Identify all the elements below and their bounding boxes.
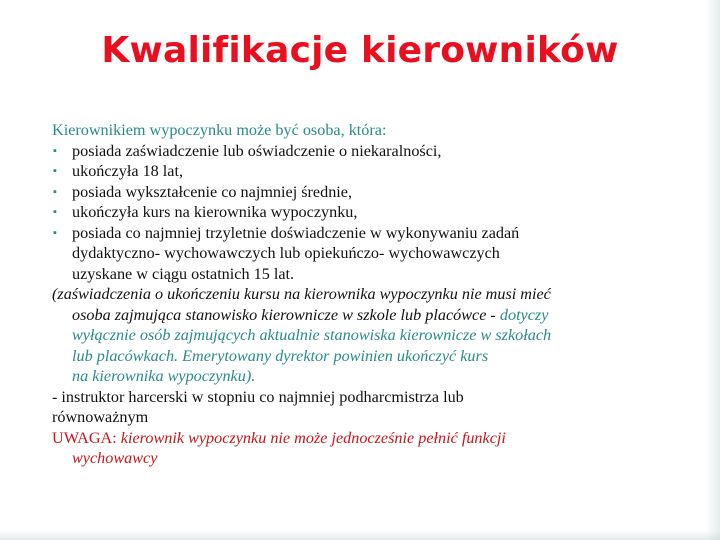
instructor-line: równoważnym bbox=[52, 408, 149, 426]
bullet-icon: ▪ bbox=[53, 144, 57, 157]
list-item bbox=[52, 202, 682, 223]
note-line: (zaświadczenia o ukończeniu kursu na kierownika wypoczynku nie musi mieć bbox=[52, 285, 551, 303]
note-line: na kierownika wypoczynku). bbox=[72, 367, 256, 385]
bullet-icon: ▪ bbox=[53, 206, 57, 218]
list-item-text: ukończyła 18 lat, bbox=[72, 162, 184, 180]
bullet-icon: ▪ bbox=[53, 226, 57, 239]
slide-shadow-right bbox=[706, 0, 720, 540]
list-item bbox=[52, 141, 682, 162]
bullet-icon: ▪ bbox=[53, 165, 57, 177]
note-line: lub placówkach. Emerytowany dyrektor powinien ukończyć kurs bbox=[72, 346, 489, 365]
uwaga-line bbox=[52, 428, 682, 449]
slide-title: Kwalifikacje kierowników bbox=[101, 30, 619, 71]
uwaga-line: wychowawcy bbox=[72, 449, 158, 467]
list-item-continuation: dydaktyczno- wychowawczych lub opiekuńczo- wychowawczych bbox=[72, 244, 500, 262]
list-item bbox=[52, 161, 682, 182]
list-item bbox=[52, 182, 682, 203]
note-highlight: dotyczy bbox=[499, 305, 549, 324]
bullet-icon: ▪ bbox=[53, 185, 57, 198]
list-item bbox=[52, 223, 682, 244]
note-text: osoba zajmująca stanowisko kierownicze w szkole lub placówce - bbox=[72, 305, 500, 324]
list-item-text: posiada zaświadczenie lub oświadczenie o niekaralności, bbox=[72, 141, 442, 160]
list-item-text: posiada wykształcenie co najmniej średnie, bbox=[72, 182, 353, 201]
uwaga-label: UWAGA: bbox=[52, 428, 117, 447]
uwaga-text: kierownik wypoczynku nie może jednocześnie pełnić funkcji bbox=[116, 428, 506, 447]
list-item-text: posiada co najmniej trzyletnie doświadczenie w wykonywaniu zadań bbox=[72, 223, 520, 242]
list-item-text: ukończyła kurs na kierownika wypoczynku, bbox=[72, 203, 358, 221]
list-item-continuation: uzyskane w ciągu ostatnich 15 lat. bbox=[72, 264, 295, 283]
instructor-line: - instruktor harcerski w stopniu co najmniej podharcmistrza lub bbox=[52, 387, 464, 406]
note-line: wyłącznie osób zajmujących aktualnie stanowiska kierownicze w szkołach bbox=[72, 326, 552, 344]
slide-shadow-bottom bbox=[0, 530, 720, 540]
note-line bbox=[52, 305, 682, 326]
slide-content bbox=[52, 120, 682, 469]
intro-text: Kierownikiem wypoczynku może być osoba, która: bbox=[52, 121, 387, 139]
